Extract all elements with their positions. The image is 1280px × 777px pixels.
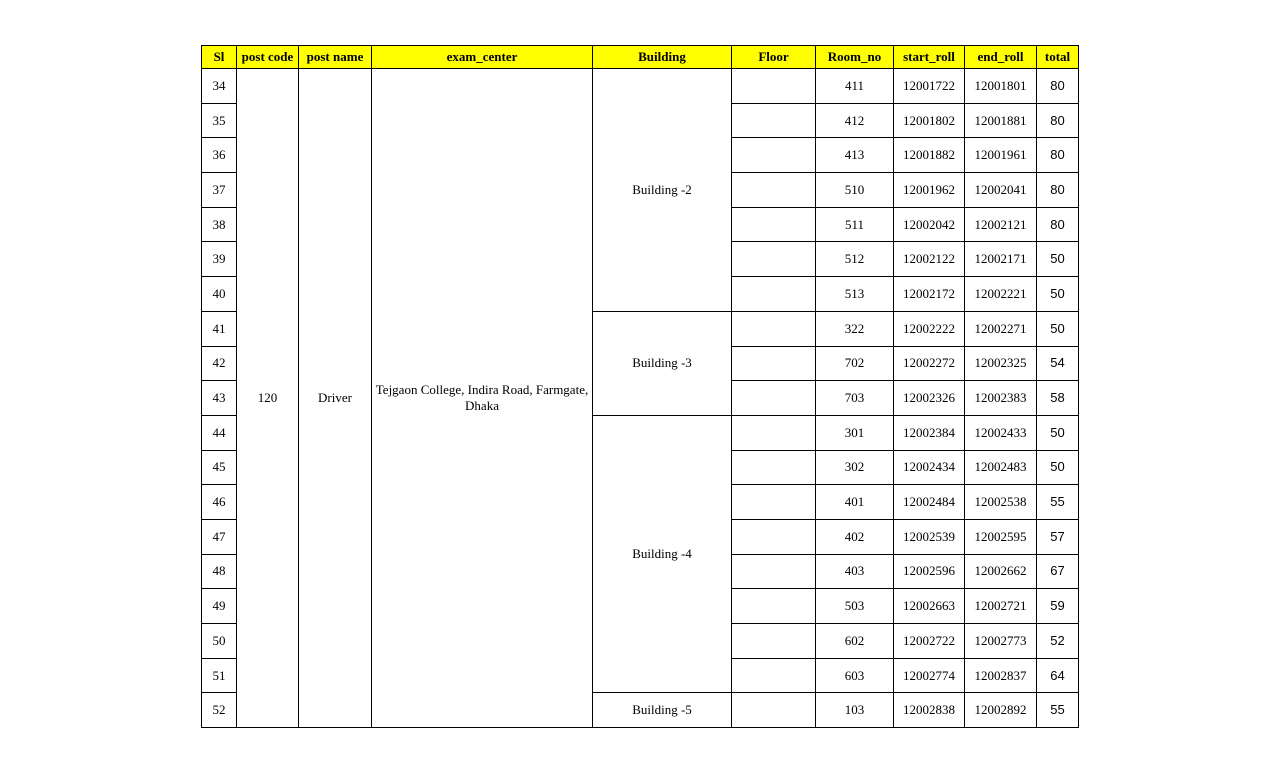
room-cell: 413 <box>816 138 894 173</box>
sl-cell: 42 <box>202 346 237 381</box>
room-cell: 322 <box>816 311 894 346</box>
total-cell: 80 <box>1037 138 1079 173</box>
floor-cell <box>732 624 816 659</box>
start-roll-cell: 12002596 <box>894 554 965 589</box>
start-roll-cell: 12001802 <box>894 103 965 138</box>
total-cell: 80 <box>1037 69 1079 104</box>
total-cell: 67 <box>1037 554 1079 589</box>
room-cell: 401 <box>816 485 894 520</box>
total-cell: 50 <box>1037 450 1079 485</box>
post-code-cell: 120 <box>237 69 299 728</box>
total-cell: 50 <box>1037 242 1079 277</box>
building-cell: Building -3 <box>593 311 732 415</box>
table-row <box>202 69 1079 104</box>
building-cell: Building -4 <box>593 415 732 693</box>
header-post-code: post code <box>237 46 299 69</box>
end-roll-cell: 12002221 <box>965 277 1037 312</box>
sl-cell: 37 <box>202 173 237 208</box>
header-exam-center: exam_center <box>372 46 593 69</box>
room-cell: 411 <box>816 69 894 104</box>
start-roll-cell: 12002434 <box>894 450 965 485</box>
post-name-cell: Driver <box>299 69 372 728</box>
floor-cell <box>732 69 816 104</box>
end-roll-cell: 12002383 <box>965 381 1037 416</box>
start-roll-cell: 12002539 <box>894 519 965 554</box>
total-cell: 55 <box>1037 693 1079 728</box>
start-roll-cell: 12002663 <box>894 589 965 624</box>
total-cell: 50 <box>1037 277 1079 312</box>
end-roll-cell: 12002837 <box>965 658 1037 693</box>
total-cell: 80 <box>1037 173 1079 208</box>
end-roll-cell: 12002721 <box>965 589 1037 624</box>
total-cell: 57 <box>1037 519 1079 554</box>
sl-cell: 39 <box>202 242 237 277</box>
exam-center-cell: Tejgaon College, Indira Road, Farmgate, Dhaka <box>372 69 593 728</box>
end-roll-cell: 12001801 <box>965 69 1037 104</box>
room-cell: 302 <box>816 450 894 485</box>
end-roll-cell: 12002595 <box>965 519 1037 554</box>
start-roll-cell: 12002122 <box>894 242 965 277</box>
sl-cell: 49 <box>202 589 237 624</box>
floor-cell <box>732 346 816 381</box>
total-cell: 52 <box>1037 624 1079 659</box>
header-start-roll: start_roll <box>894 46 965 69</box>
start-roll-cell: 12002722 <box>894 624 965 659</box>
start-roll-cell: 12002222 <box>894 311 965 346</box>
sl-cell: 41 <box>202 311 237 346</box>
floor-cell <box>732 450 816 485</box>
sl-cell: 51 <box>202 658 237 693</box>
end-roll-cell: 12002121 <box>965 207 1037 242</box>
room-cell: 510 <box>816 173 894 208</box>
start-roll-cell: 12002172 <box>894 277 965 312</box>
sl-cell: 50 <box>202 624 237 659</box>
room-cell: 402 <box>816 519 894 554</box>
room-cell: 503 <box>816 589 894 624</box>
sl-cell: 38 <box>202 207 237 242</box>
start-roll-cell: 12002774 <box>894 658 965 693</box>
building-cell: Building -2 <box>593 69 732 312</box>
header-end-roll: end_roll <box>965 46 1037 69</box>
room-cell: 602 <box>816 624 894 659</box>
start-roll-cell: 12002384 <box>894 415 965 450</box>
total-cell: 80 <box>1037 207 1079 242</box>
floor-cell <box>732 381 816 416</box>
end-roll-cell: 12002433 <box>965 415 1037 450</box>
sl-cell: 52 <box>202 693 237 728</box>
floor-cell <box>732 242 816 277</box>
room-cell: 513 <box>816 277 894 312</box>
end-roll-cell: 12002662 <box>965 554 1037 589</box>
end-roll-cell: 12001961 <box>965 138 1037 173</box>
header-sl: Sl <box>202 46 237 69</box>
building-cell: Building -5 <box>593 693 732 728</box>
end-roll-cell: 12001881 <box>965 103 1037 138</box>
room-cell: 412 <box>816 103 894 138</box>
sl-cell: 48 <box>202 554 237 589</box>
floor-cell <box>732 519 816 554</box>
room-cell: 103 <box>816 693 894 728</box>
total-cell: 59 <box>1037 589 1079 624</box>
floor-cell <box>732 589 816 624</box>
sl-cell: 45 <box>202 450 237 485</box>
total-cell: 50 <box>1037 415 1079 450</box>
floor-cell <box>732 485 816 520</box>
end-roll-cell: 12002892 <box>965 693 1037 728</box>
room-cell: 511 <box>816 207 894 242</box>
floor-cell <box>732 311 816 346</box>
floor-cell <box>732 138 816 173</box>
room-cell: 702 <box>816 346 894 381</box>
header-post-name: post name <box>299 46 372 69</box>
header-room-no: Room_no <box>816 46 894 69</box>
start-roll-cell: 12002838 <box>894 693 965 728</box>
sl-cell: 47 <box>202 519 237 554</box>
end-roll-cell: 12002773 <box>965 624 1037 659</box>
floor-cell <box>732 658 816 693</box>
start-roll-cell: 12001962 <box>894 173 965 208</box>
total-cell: 50 <box>1037 311 1079 346</box>
floor-cell <box>732 173 816 208</box>
total-cell: 54 <box>1037 346 1079 381</box>
start-roll-cell: 12002042 <box>894 207 965 242</box>
floor-cell <box>732 554 816 589</box>
total-cell: 64 <box>1037 658 1079 693</box>
room-cell: 403 <box>816 554 894 589</box>
room-cell: 512 <box>816 242 894 277</box>
sl-cell: 44 <box>202 415 237 450</box>
start-roll-cell: 12001882 <box>894 138 965 173</box>
sl-cell: 34 <box>202 69 237 104</box>
room-cell: 603 <box>816 658 894 693</box>
total-cell: 80 <box>1037 103 1079 138</box>
floor-cell <box>732 415 816 450</box>
total-cell: 55 <box>1037 485 1079 520</box>
end-roll-cell: 12002041 <box>965 173 1037 208</box>
start-roll-cell: 12002484 <box>894 485 965 520</box>
end-roll-cell: 12002271 <box>965 311 1037 346</box>
end-roll-cell: 12002483 <box>965 450 1037 485</box>
sl-cell: 40 <box>202 277 237 312</box>
end-roll-cell: 12002538 <box>965 485 1037 520</box>
total-cell: 58 <box>1037 381 1079 416</box>
sl-cell: 43 <box>202 381 237 416</box>
sl-cell: 35 <box>202 103 237 138</box>
start-roll-cell: 12002326 <box>894 381 965 416</box>
start-roll-cell: 12002272 <box>894 346 965 381</box>
end-roll-cell: 12002171 <box>965 242 1037 277</box>
end-roll-cell: 12002325 <box>965 346 1037 381</box>
header-row <box>202 46 1079 69</box>
header-floor: Floor <box>732 46 816 69</box>
floor-cell <box>732 693 816 728</box>
room-cell: 703 <box>816 381 894 416</box>
seat-plan-table <box>201 45 1079 728</box>
sl-cell: 46 <box>202 485 237 520</box>
start-roll-cell: 12001722 <box>894 69 965 104</box>
floor-cell <box>732 207 816 242</box>
room-cell: 301 <box>816 415 894 450</box>
sl-cell: 36 <box>202 138 237 173</box>
header-building: Building <box>593 46 732 69</box>
header-total: total <box>1037 46 1079 69</box>
floor-cell <box>732 103 816 138</box>
floor-cell <box>732 277 816 312</box>
